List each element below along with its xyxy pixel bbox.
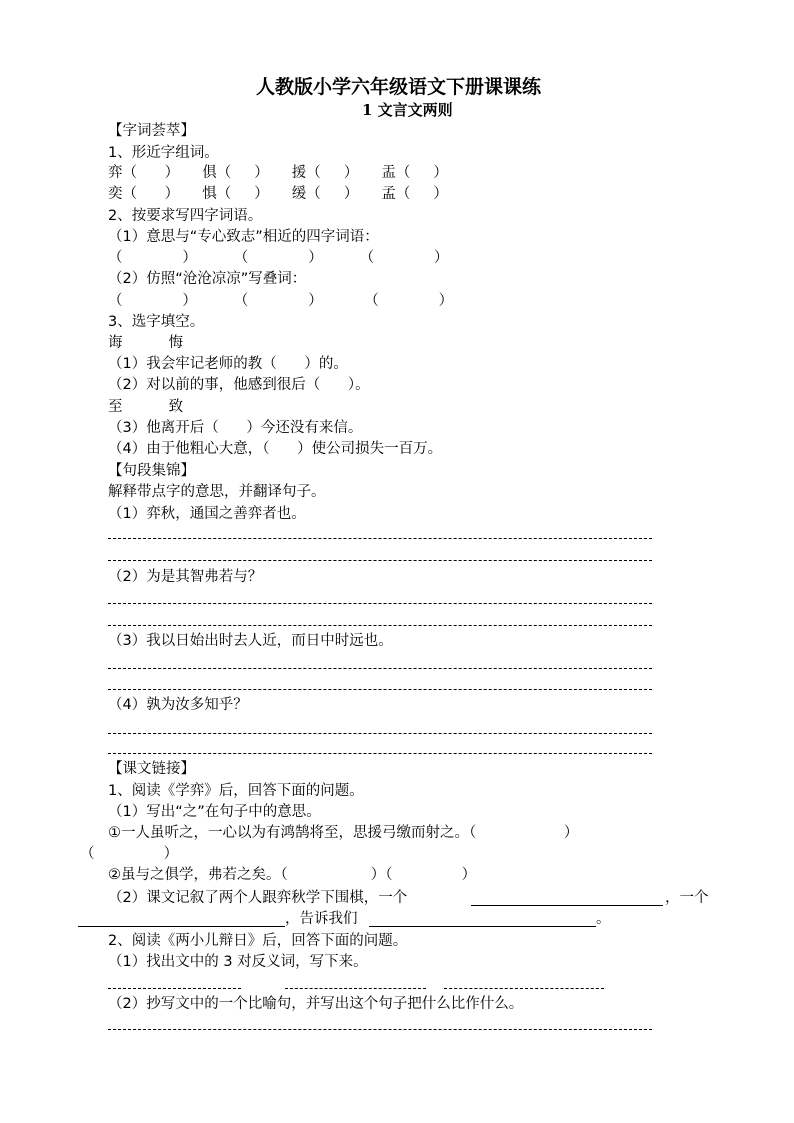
question-1-similar-characters: 1、形近字组词。 xyxy=(108,145,219,161)
char-choice-pair-2: 至 致 xyxy=(108,399,184,415)
char-row-1: 弈（ ） 俱（ ） 援（ ） 盂（ ） xyxy=(108,165,448,181)
answer-line xyxy=(108,988,241,989)
reading-question-1-1-a-continued: （ ） xyxy=(80,846,179,862)
question-2-1: （1）意思与“专心致志”相近的四字词语： xyxy=(108,229,379,245)
answer-line xyxy=(108,1029,652,1030)
section-header-vocabulary: 【字词荟萃】 xyxy=(108,123,195,139)
reading-question-1-2-end: 。 xyxy=(596,911,611,927)
sentence-item-4: （4）孰为汝多知乎？ xyxy=(108,697,248,713)
answer-line xyxy=(108,538,652,539)
answer-line xyxy=(108,603,652,604)
fill-in-blank xyxy=(78,910,285,927)
answer-line xyxy=(285,988,426,989)
worksheet-title: 人教版小学六年级语文下册课课练 xyxy=(256,76,542,98)
reading-question-1: 1、阅读《学弈》后，回答下面的问题。 xyxy=(108,783,364,799)
answer-line xyxy=(108,753,652,754)
answer-line xyxy=(108,625,652,626)
question-3-4: （4）由于他粗心大意，（ ）使公司损失一百万。 xyxy=(108,441,443,457)
answer-blanks-2-1: （ ） （ ） （ ） xyxy=(108,250,449,266)
question-2-four-char-words: 2、按要求写四字词语。 xyxy=(108,208,263,224)
char-choice-pair-1: 诲 悔 xyxy=(108,335,184,351)
reading-question-1-1-b: ②虽与之俱学，弗若之矣。（ ）（ ） xyxy=(108,867,477,883)
lesson-subtitle: 1 文言文两则 xyxy=(362,101,453,119)
question-3-1: （1）我会牢记老师的教（ ）的。 xyxy=(108,356,348,372)
sentences-instruction: 解释带点字的意思，并翻译句子。 xyxy=(108,484,326,500)
char-row-2: 奕（ ） 惧（ ） 缓（ ） 孟（ ） xyxy=(108,186,448,202)
answer-line xyxy=(108,560,652,561)
answer-line xyxy=(108,733,652,734)
sentence-item-2: （2）为是其智弗若与？ xyxy=(108,569,263,585)
question-2-2: （2）仿照“沧沧凉凉”写叠词： xyxy=(108,271,307,287)
fill-in-blank xyxy=(471,889,663,906)
sentence-item-3: （3）我以日始出时去人近，而日中时远也。 xyxy=(108,633,393,649)
question-3-3: （3）他离开后（ ）今还没有来信。 xyxy=(108,420,363,436)
reading-question-2-2: （2）抄写文中的一个比喻句，并写出这个句子把什么比作什么。 xyxy=(108,996,524,1012)
answer-line xyxy=(444,988,604,989)
reading-question-2-1: （1）找出文中的 3 对反义词，写下来。 xyxy=(108,954,368,970)
reading-question-1-2-part: ，告诉我们 xyxy=(285,911,358,927)
answer-line xyxy=(108,668,652,669)
reading-question-1-1-a: ①一人虽听之，一心以为有鸿鹄将至，思援弓缴而射之。（ ） xyxy=(108,825,579,841)
reading-question-1-2-part: ，一个 xyxy=(665,890,709,906)
sentence-item-1: （1）弈秋，通国之善弈者也。 xyxy=(108,506,306,522)
answer-blanks-2-2: （ ） （ ） （ ） xyxy=(108,293,454,309)
fill-in-blank xyxy=(369,910,596,927)
question-3-fill-in: 3、选字填空。 xyxy=(108,314,205,330)
section-header-text-links: 【课文链接】 xyxy=(108,761,195,777)
reading-question-1-1: （1）写出“之”在句子中的意思。 xyxy=(108,804,321,820)
question-3-2: （2）对以前的事，他感到很后（ ）。 xyxy=(108,377,370,393)
section-header-sentences: 【句段集锦】 xyxy=(108,463,195,479)
reading-question-1-2: （2）课文记叙了两个人跟弈秋学下围棋，一个 xyxy=(108,890,408,906)
reading-question-2: 2、阅读《两小儿辩日》后，回答下面的问题。 xyxy=(108,933,408,949)
answer-line xyxy=(108,689,652,690)
